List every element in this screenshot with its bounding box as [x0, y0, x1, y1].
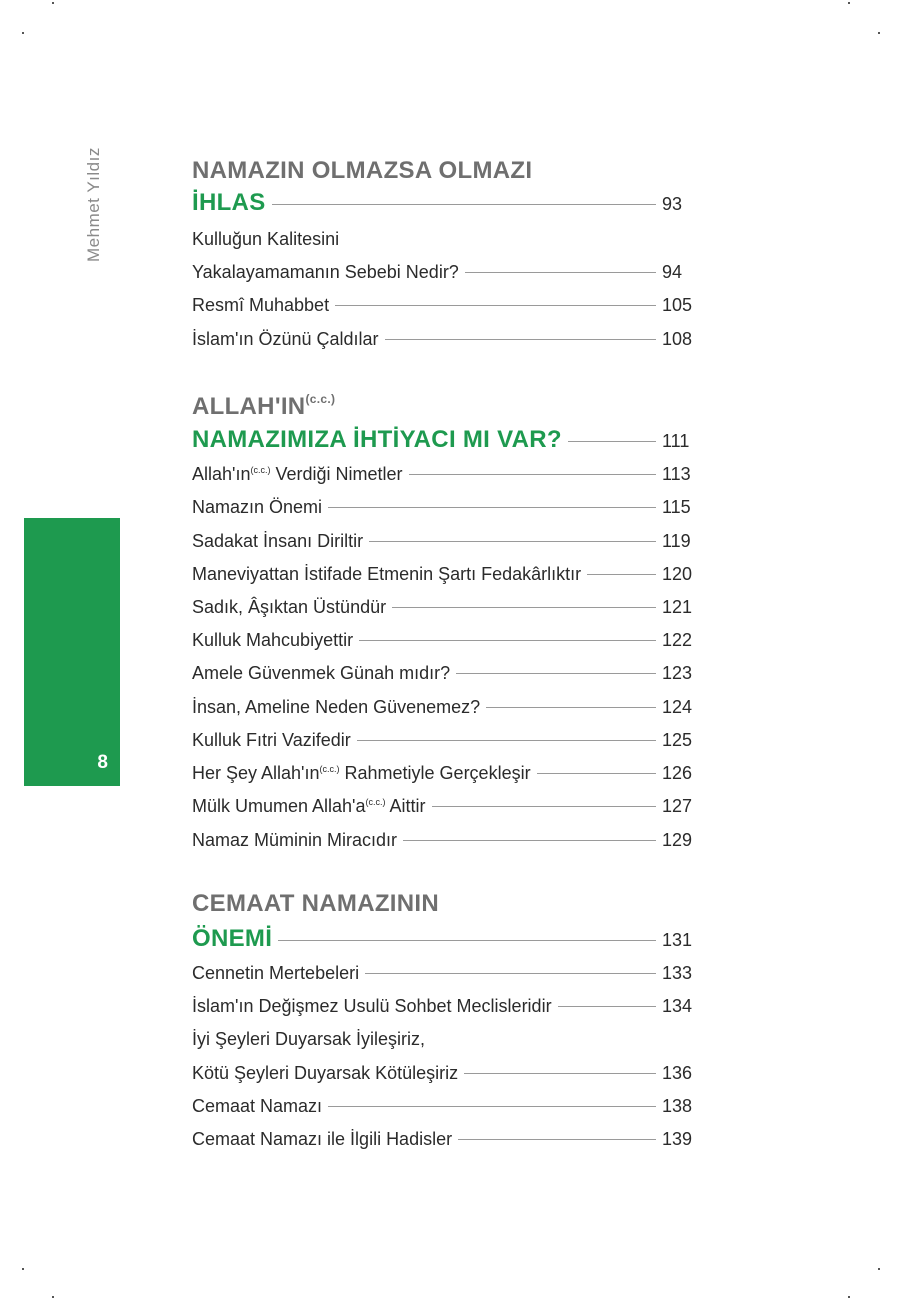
leader-line [432, 805, 656, 807]
crop-mark [22, 1268, 24, 1270]
toc-entry[interactable] [192, 796, 692, 817]
page-ref: 119 [662, 531, 691, 551]
section-title-line[interactable] [192, 426, 692, 454]
page-ref: 127 [662, 796, 693, 816]
author-name: Mehmet Yıldız [84, 147, 103, 262]
entry-text: Sadakat İnsanı Diriltir [192, 531, 364, 551]
page-ref: 124 [662, 697, 693, 717]
entry-text: Cemaat Namazı [192, 1096, 323, 1116]
toc-entry[interactable]: Kulluğun Kalitesini [192, 229, 340, 249]
leader-line [465, 271, 656, 273]
page-ref: 126 [662, 763, 693, 783]
leader-line [385, 338, 656, 340]
page-number: 8 [97, 752, 108, 773]
page-tab [24, 518, 120, 786]
leader-line [587, 573, 656, 575]
page-ref: 115 [662, 497, 691, 517]
leader-line [365, 972, 656, 974]
entry-text: Maneviyattan İstifade Etmenin Şartı Fedakârlıktır [192, 564, 582, 584]
leader-line [568, 440, 656, 442]
toc-entry[interactable]: İyi Şeyleri Duyarsak İyileşiriz, [192, 1029, 426, 1049]
section-heading [192, 393, 335, 421]
entry-text: İnsan, Ameline Neden Güvenemez? [192, 697, 481, 717]
crop-mark [878, 32, 880, 34]
entry-text: Resmî Muhabbet [192, 295, 330, 315]
page-ref: 111 [662, 431, 690, 451]
entry-text: Sadık, Âşıktan Üstündür [192, 597, 387, 617]
entry-text: Namazın Önemi [192, 497, 323, 517]
entry-text: Cennetin Mertebeleri [192, 963, 360, 983]
section-heading: CEMAAT NAMAZININ [192, 890, 439, 917]
toc-entry[interactable] [192, 597, 692, 618]
leader-line [486, 706, 656, 708]
page-ref: 125 [662, 730, 693, 750]
section-heading: NAMAZIN OLMAZSA OLMAZI [192, 157, 533, 184]
page-ref: 122 [662, 630, 693, 650]
toc-entry[interactable] [192, 1063, 692, 1084]
entry-text: Mülk Umumen $Allah'a^{(c.c.)}$ Aittir [192, 796, 426, 816]
crop-mark [848, 1296, 850, 1298]
leader-line [328, 1105, 656, 1107]
leader-line [272, 203, 657, 205]
section-title: NAMAZIMIZA İHTİYACI MI VAR? [192, 426, 562, 453]
entry-text: $Allah'ın^{(c.c.)}$ Verdiği Nimetler [192, 464, 403, 484]
leader-line [558, 1005, 656, 1007]
toc-entry[interactable] [192, 1129, 692, 1150]
page-ref: 131 [662, 930, 693, 950]
page-ref: 133 [662, 963, 693, 983]
crop-mark [22, 32, 24, 34]
section-title: İHLAS [192, 189, 266, 216]
leader-line [328, 506, 656, 508]
heading-text: ALLAH'IN [192, 393, 306, 420]
page-ref: 138 [662, 1096, 693, 1116]
toc-entry[interactable] [192, 763, 692, 784]
entry-text: Kulluk Mahcubiyettir [192, 630, 354, 650]
page-ref: 121 [662, 597, 693, 617]
page-ref: 134 [662, 996, 693, 1016]
page-ref: 105 [662, 295, 693, 315]
toc-entry[interactable] [192, 730, 692, 751]
toc-entry[interactable] [192, 464, 692, 485]
toc-entry[interactable] [192, 996, 692, 1017]
section-title: ÖNEMİ [192, 925, 273, 952]
crop-mark [52, 1296, 54, 1298]
entry-text: Her Şey $Allah'ın^{(c.c.)}$ Rahmetiyle Gerçekleşir [192, 763, 531, 783]
entry-text: Namaz Müminin Miracıdır [192, 830, 398, 850]
toc-entry[interactable] [192, 697, 692, 718]
toc-entry[interactable] [192, 1096, 692, 1117]
page-ref: 129 [662, 830, 693, 850]
leader-line [456, 672, 656, 674]
toc-entry[interactable] [192, 531, 692, 552]
entry-text: Amele Güvenmek Günah mıdır? [192, 663, 451, 683]
leader-line [359, 639, 656, 641]
page-ref: 108 [662, 329, 693, 349]
toc-entry[interactable] [192, 963, 692, 984]
leader-line [537, 772, 656, 774]
crop-mark [878, 1268, 880, 1270]
leader-line [464, 1072, 656, 1074]
toc-entry[interactable] [192, 564, 692, 585]
leader-line [369, 540, 656, 542]
leader-line [403, 839, 656, 841]
leader-line [357, 739, 656, 741]
page-ref: 113 [662, 464, 691, 484]
page-ref: 123 [662, 663, 693, 683]
toc-entry[interactable] [192, 630, 692, 651]
page-ref: 94 [662, 262, 683, 282]
heading-superscript: (c.c.) [305, 392, 336, 406]
toc-entry[interactable] [192, 295, 692, 316]
entry-text: İslam'ın Özünü Çaldılar [192, 329, 379, 349]
leader-line [392, 606, 656, 608]
toc-entry[interactable] [192, 497, 692, 518]
leader-line [335, 304, 656, 306]
entry-text: İslam'ın Değişmez Usulü Sohbet Meclisleridir [192, 996, 552, 1016]
page-ref: 136 [662, 1063, 693, 1083]
section-title-line[interactable] [192, 925, 692, 953]
toc-entry[interactable] [192, 262, 692, 283]
crop-mark [848, 2, 850, 4]
entry-text: Yakalayamamanın Sebebi Nedir? [192, 262, 459, 282]
leader-line [278, 939, 656, 941]
page-ref: 120 [662, 564, 693, 584]
entry-text: Kulluk Fıtri Vazifedir [192, 730, 351, 750]
entry-text: Kötü Şeyleri Duyarsak Kötüleşiriz [192, 1063, 459, 1083]
entry-text: Cemaat Namazı ile İlgili Hadisler [192, 1129, 453, 1149]
crop-mark [52, 2, 54, 4]
leader-line [458, 1138, 656, 1140]
page-ref: 139 [662, 1129, 693, 1149]
leader-line [409, 473, 656, 475]
toc-entry[interactable] [192, 329, 692, 350]
section-title-line[interactable] [192, 189, 692, 217]
toc-entry[interactable] [192, 663, 692, 684]
page-ref: 93 [662, 194, 683, 214]
toc-entry[interactable] [192, 830, 692, 851]
